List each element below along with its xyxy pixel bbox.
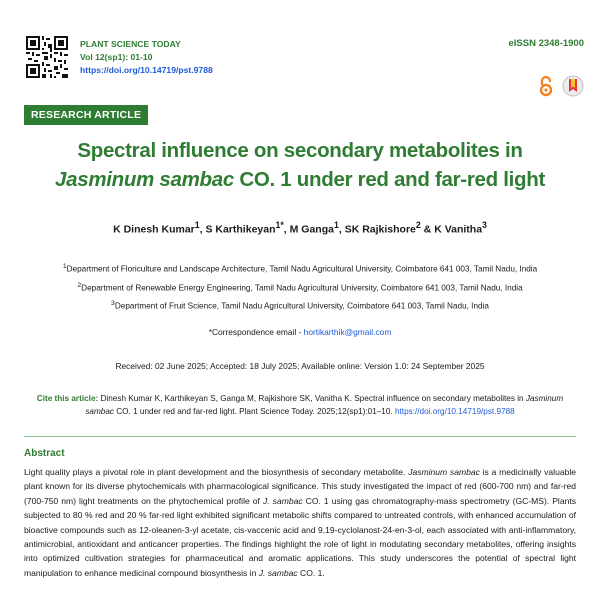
affiliation: $^2$Department of Renewable Energy Engineering, Tamil Nadu Agricultural University, Coimbatore 641 003, Tamil Nadu, India (77, 281, 523, 293)
journal-volume: Vol 12(sp1): 01-10 (80, 52, 153, 62)
author-list: K Dinesh Kumar$^1$, S Karthikeyan$^{1*}$, M Ganga$^1$, SK Rajkishore$^2$ & K Vanitha$^3$ (113, 220, 487, 236)
abstract-text: Light quality plays a pivotal role in plant development and the biosynthesis of secondary metabolite. Jasminum sambac is a medicinally valuable plant known for its diverse phytochemicals with pharmacological significance. This study investigated the impact of red (600-700 nm) and far-red (700-750 nm) light treatments on the phytochemical profile of J. sambac CO. 1 using gas chromatography-mass spectrometry (GC-MS). Plants subjected to 80 % red and 20 % far-red light exhibited significant metabolic shifts compared to untreated controls, with enhanced accumulation of bioactive compounds such as 12-oleanen-3-yl acetate, cis-vaccenic acid and 9,19-cyclolanost-24-en-3-ol, each associated with anti-inflammatory, antimicrobial, antioxidant and anticancer properties. The findings highlight the role of light in modulating secondary metabolites, offering insights into optimized cultivation strategies for pharmaceutical and aromatic applications. This study underscores the potential of spectral light manipulation to enhance medicinal compound biosynthesis in J. sambac CO. 1. (24, 467, 576, 578)
author: SK Rajkishore (344, 223, 416, 236)
affiliations (0, 259, 600, 315)
divider (24, 436, 576, 437)
affiliation: $^3$Department of Fruit Science, Tamil Nadu Agricultural University, Coimbatore 641 003, Tamil Nadu, India (111, 300, 489, 312)
author: K Dinesh Kumar (113, 223, 195, 236)
citation: Cite this article: Dinesh Kumar K, Karthikeyan S, Ganga M, Rajkishore SK, Vanitha K. Spectral influence on secondary metabolites in Jasminum sambac CO. 1 under red and far-red light. Plant Science Today. 2025;12(sp1):01–10. https://doi.org/10.14719/pst.9788 (36, 394, 564, 416)
open-access-icon[interactable] (538, 75, 554, 97)
author: M Ganga (289, 223, 334, 236)
journal-info (80, 38, 213, 77)
citation-doi-link[interactable]: https://doi.org/10.14719/pst.9788 (394, 407, 515, 416)
crossmark-icon[interactable] (562, 75, 584, 97)
journal-name: PLANT SCIENCE TODAY (80, 39, 181, 49)
doi-link[interactable]: https://doi.org/10.14719/pst.9788 (80, 65, 213, 75)
eissn: eISSN 2348-1900 (508, 38, 584, 49)
article-dates: Received: 02 June 2025; Accepted: 18 July 2025; Available online: Version 1.0: 24 September 2025 (115, 361, 485, 371)
article-type-badge: RESEARCH ARTICLE (24, 105, 148, 125)
abstract-heading: Abstract (24, 448, 65, 459)
qr-code-icon (26, 36, 68, 78)
title-species: Jasminum sambac (55, 168, 234, 191)
correspondence-email[interactable]: hortikarthik@gmail.com (303, 327, 392, 337)
article-title: Spectral influence on secondary metabolites in Jasminum sambac CO. 1 under red and far-red light (55, 139, 545, 191)
affiliation: $^1$Department of Floriculture and Landscape Architecture, Tamil Nadu Agricultural University, Coimbatore 641 003, Tamil Nadu, India (62, 263, 538, 274)
cite-label: Cite this article: (36, 394, 99, 403)
author: S Karthikeyan (205, 223, 276, 236)
author: K Vanitha (434, 223, 483, 236)
correspondence: *Correspondence email - hortikarthik@gmail.com (208, 327, 392, 337)
